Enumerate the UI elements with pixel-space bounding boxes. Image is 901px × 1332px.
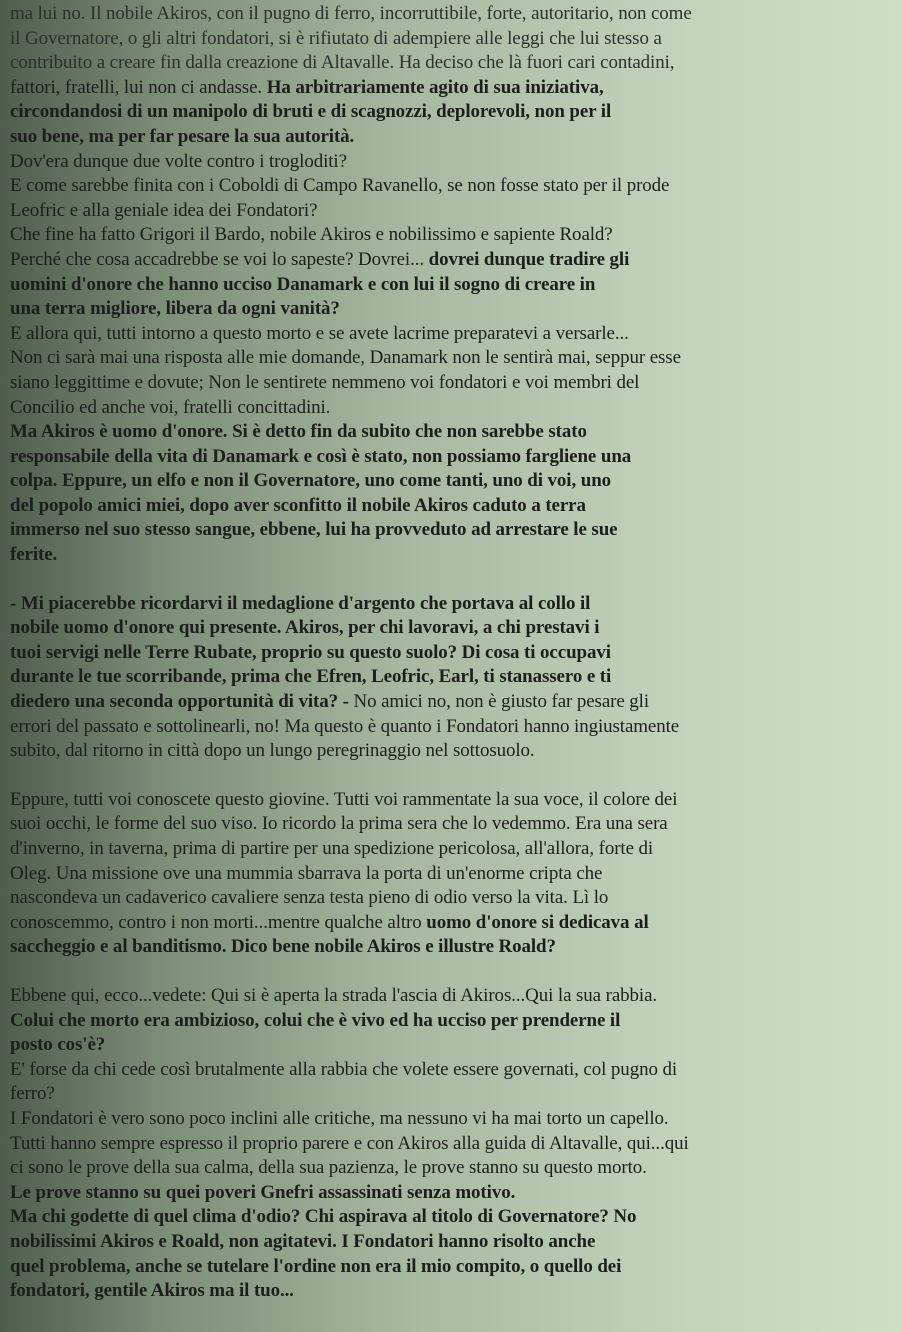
text-run: d'inverno, in taverna, prima di partire per una spedizione pericolosa, all'allora, forte di bbox=[10, 838, 654, 859]
bold-text-run: suo bene, ma per far pesare la sua autorità. bbox=[10, 125, 355, 147]
text-line bbox=[10, 812, 894, 837]
text-run: siano leggittime e dovute; Non le sentirete nemmeno voi fondatori e voi membri del bbox=[10, 371, 640, 393]
text-line bbox=[10, 27, 894, 52]
text-line bbox=[10, 592, 894, 617]
bold-text-run: immerso nel suo stesso sangue, ebbene, lui ha provveduto ad arrestare le sue bbox=[10, 519, 618, 541]
text-run: ferro? bbox=[10, 1083, 55, 1105]
text-run: Leofric e alla geniale idea dei Fondatori? bbox=[10, 199, 318, 221]
text-run: Concilio ed anche voi, fratelli concittadini. bbox=[10, 396, 331, 418]
text-run: Che fine ha fatto Grigori il Bardo, nobile Akiros e nobilissimo e sapiente Roald? bbox=[10, 224, 613, 246]
bold-text-run: durante le tue scorribande, prima che Efren, Leofric, Earl, ti stanassero e ti bbox=[10, 666, 612, 688]
text-line bbox=[10, 665, 894, 690]
text-run: E' forse da chi cede così brutalmente alla rabbia che volete essere governati, col pugno di bbox=[10, 1058, 678, 1080]
text-line bbox=[10, 174, 894, 199]
bold-text-run: responsabile della vita di Danamark e così è stato, non possiamo fargliene una bbox=[10, 445, 632, 467]
text-line bbox=[10, 248, 894, 273]
bold-text-run: - Mi piacerebbe ricordarvi il medaglione d'argento che portava al collo il bbox=[10, 592, 591, 614]
text-run: No amici no, non è giusto far pesare gli bbox=[353, 691, 650, 713]
text-line bbox=[10, 641, 894, 666]
text-run: Eppure, tutti voi conoscete questo giovine. Tutti voi rammentate la sua voce, il colore dei bbox=[10, 788, 678, 810]
text-line bbox=[10, 1255, 894, 1280]
text-line bbox=[10, 396, 894, 421]
text-line bbox=[10, 371, 894, 396]
text-line bbox=[10, 911, 894, 936]
text-line bbox=[10, 1279, 894, 1304]
text-run: contribuito a creare fin dalla creazione di Altavalle. Ha deciso che là fuori cari contadini, bbox=[10, 52, 675, 74]
text-line bbox=[10, 273, 894, 298]
paragraph-gap bbox=[10, 960, 894, 984]
text-line bbox=[10, 100, 894, 125]
text-line bbox=[10, 125, 894, 150]
text-run: suoi occhi, le forme del suo viso. Io ricordo la prima sera che lo vedemmo. Era una sera bbox=[10, 813, 668, 835]
text-line bbox=[10, 469, 894, 494]
bold-text-run: Ma chi godette di quel clima d'odio? Chi aspirava al titolo di Governatore? No bbox=[10, 1206, 637, 1228]
text-run: Tutti hanno sempre espresso il proprio parere e con Akiros alla guida di Altavalle, qui...qui bbox=[10, 1132, 689, 1154]
bold-text-run: uomo d'onore si dedicava al bbox=[426, 911, 649, 933]
bold-text-run: fondatori, gentile Akiros ma il tuo... bbox=[10, 1280, 294, 1302]
text-run: E come sarebbe finita con i Coboldi di Campo Ravanello, se non fosse stato per il prode bbox=[10, 175, 670, 197]
bold-text-run: del popolo amici miei, dopo aver sconfitto il nobile Akiros caduto a terra bbox=[10, 494, 586, 516]
text-line bbox=[10, 1230, 894, 1255]
paragraph-gap bbox=[10, 764, 894, 788]
text-line bbox=[10, 1205, 894, 1230]
text-run: subito, dal ritorno in città dopo un lungo peregrinaggio nel sottosuolo. bbox=[10, 740, 535, 762]
text-line bbox=[10, 862, 894, 887]
text-run: I Fondatori è vero sono poco inclini alle critiche, ma nessuno vi ha mai torto un capello. bbox=[10, 1107, 669, 1129]
text-run: conoscemmo, contro i non morti...mentre qualche altro bbox=[10, 911, 427, 933]
text-line bbox=[10, 199, 894, 224]
text-line bbox=[10, 837, 894, 862]
text-run: Non ci sarà mai una risposta alle mie domande, Danamark non le sentirà mai, seppur esse bbox=[10, 347, 681, 369]
text-line bbox=[10, 715, 894, 740]
text-run: Dov'era dunque due volte contro i trogloditi? bbox=[10, 150, 347, 172]
bold-text-run: saccheggio e al banditismo. Dico bene nobile Akiros e illustre Roald? bbox=[10, 936, 556, 958]
bold-text-run: colpa. Eppure, un elfo e non il Governatore, uno come tanti, uno di voi, uno bbox=[10, 470, 612, 492]
bold-text-run: Ha arbitrariamente agito di sua iniziativa, bbox=[266, 76, 604, 98]
text-line bbox=[10, 690, 894, 715]
bold-text-run: uomini d'onore che hanno ucciso Danamark e con lui il sogno di creare in bbox=[10, 273, 596, 295]
bold-text-run: una terra migliore, libera da ogni vanità? bbox=[10, 298, 340, 320]
bold-text-run: Le prove stanno su quei poveri Gnefri assassinati senza motivo. bbox=[10, 1181, 516, 1203]
bold-text-run: tuoi servigi nelle Terre Rubate, proprio su questo suolo? Di cosa ti occupavi bbox=[10, 641, 611, 663]
text-run: ci sono le prove della sua calma, della sua pazienza, le prove stanno su questo morto. bbox=[10, 1157, 647, 1179]
text-line bbox=[10, 2, 894, 27]
text-run: ma lui no. Il nobile Akiros, con il pugno di ferro, incorruttibile, forte, autoritario, non come bbox=[10, 3, 692, 24]
bold-text-run: diedero una seconda opportunità di vita? - bbox=[10, 691, 354, 713]
text-line bbox=[10, 297, 894, 322]
bold-text-run: ferite. bbox=[10, 544, 58, 566]
text-line bbox=[10, 322, 894, 347]
bold-text-run: Colui che morto era ambizioso, colui che è vivo ed ha ucciso per prenderne il bbox=[10, 1009, 621, 1031]
text-line bbox=[10, 1082, 894, 1107]
text-run: Oleg. Una missione ove una mummia sbarrava la porta di un'enorme cripta che bbox=[10, 862, 603, 884]
bold-text-run: dovrei dunque tradire gli bbox=[428, 248, 630, 270]
text-line bbox=[10, 616, 894, 641]
paragraph-gap bbox=[10, 568, 894, 592]
text-run: fattori, fratelli, lui non ci andasse. bbox=[10, 76, 267, 98]
text-line bbox=[10, 76, 894, 101]
text-line bbox=[10, 1009, 894, 1034]
text-run: nascondeva un cadaverico cavaliere senza testa pieno di odio verso la vita. Lì lo bbox=[10, 887, 609, 909]
text-run: Perché che cosa accadrebbe se voi lo sapeste? Dovrei... bbox=[10, 248, 429, 270]
text-line bbox=[10, 739, 894, 764]
text-line bbox=[10, 935, 894, 960]
document-text bbox=[10, 2, 896, 1304]
text-line bbox=[10, 543, 894, 568]
text-line bbox=[10, 1107, 894, 1132]
text-line bbox=[10, 51, 894, 76]
text-line bbox=[10, 445, 894, 470]
text-line bbox=[10, 1132, 894, 1157]
text-line bbox=[10, 1058, 894, 1083]
text-line bbox=[10, 886, 894, 911]
bold-text-run: nobilissimi Akiros e Roald, non agitatevi. I Fondatori hanno risolto anche bbox=[10, 1230, 596, 1252]
bold-text-run: quel problema, anche se tutelare l'ordine non era il mio compito, o quello dei bbox=[10, 1255, 622, 1277]
text-line bbox=[10, 150, 894, 175]
text-line bbox=[10, 420, 894, 445]
text-line bbox=[10, 788, 894, 813]
text-run: Ebbene qui, ecco...vedete: Qui si è aperta la strada l'ascia di Akiros...Qui la sua rabbia. bbox=[10, 984, 658, 1006]
bold-text-run: nobile uomo d'onore qui presente. Akiros, per chi lavoravi, a chi prestavi i bbox=[10, 617, 600, 639]
bold-text-run: circondandosi di un manipolo di bruti e di scagnozzi, deplorevoli, non per il bbox=[10, 101, 612, 123]
text-line bbox=[10, 346, 894, 371]
text-line bbox=[10, 1156, 894, 1181]
text-run: il Governatore, o gli altri fondatori, si è rifiutato di adempiere alle leggi che lui stesso a bbox=[10, 27, 662, 49]
text-line bbox=[10, 494, 894, 519]
text-line bbox=[10, 518, 894, 543]
text-line bbox=[10, 1033, 894, 1058]
text-line bbox=[10, 223, 894, 248]
bold-text-run: posto cos'è? bbox=[10, 1034, 106, 1056]
text-run: E allora qui, tutti intorno a questo morto e se avete lacrime preparatevi a versarle... bbox=[10, 322, 629, 344]
text-line bbox=[10, 984, 894, 1009]
text-line bbox=[10, 1181, 894, 1206]
text-run: errori del passato e sottolinearli, no! Ma questo è quanto i Fondatori hanno ingiustamente bbox=[10, 715, 680, 737]
bold-text-run: Ma Akiros è uomo d'onore. Si è detto fin da subito che non sarebbe stato bbox=[10, 421, 587, 443]
